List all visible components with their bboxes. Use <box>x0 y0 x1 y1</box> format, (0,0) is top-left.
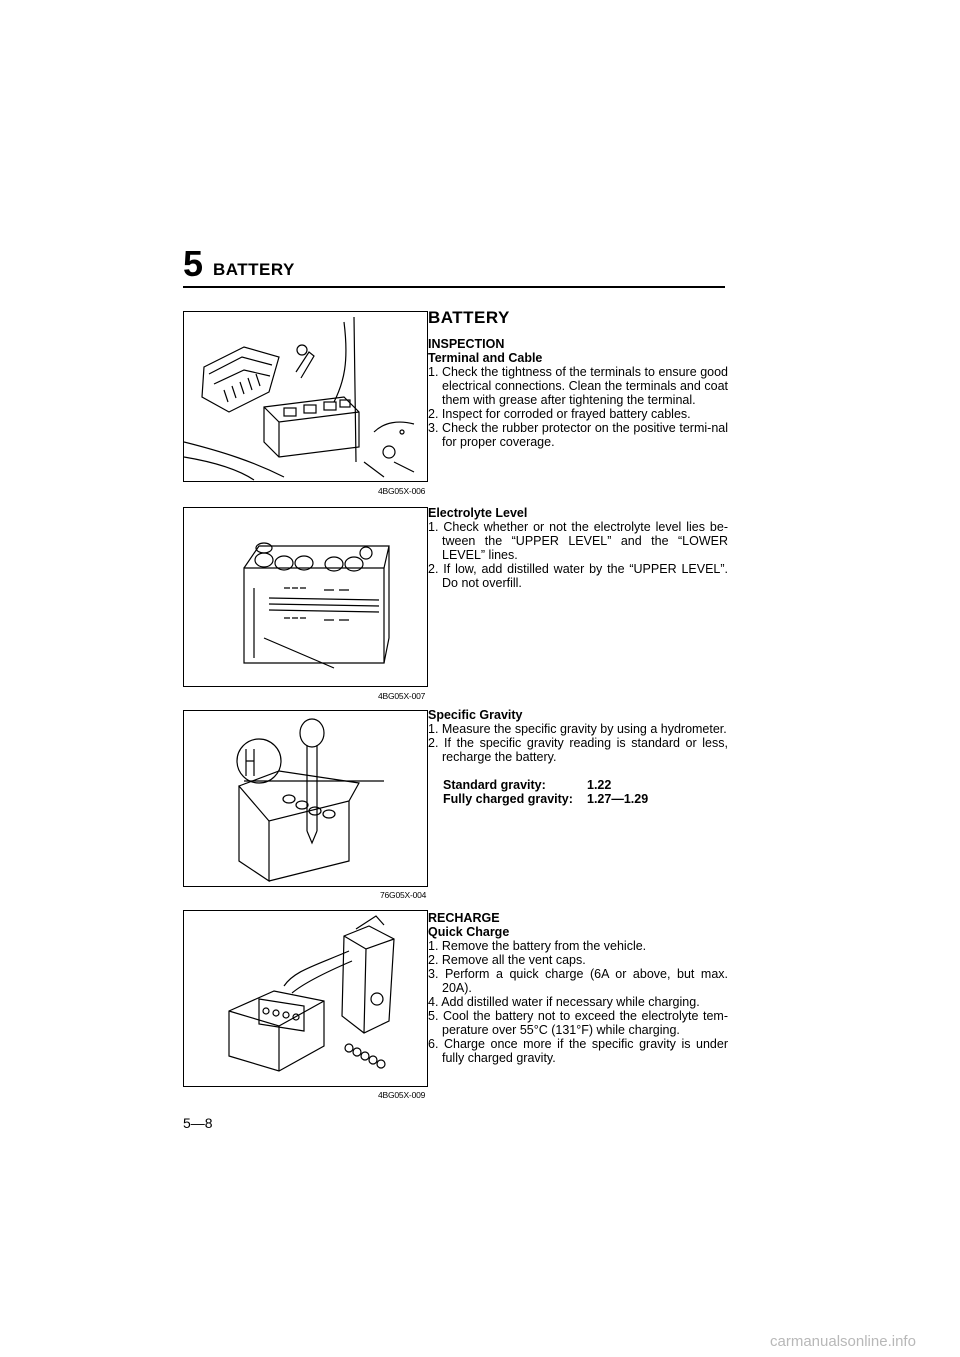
engine-bay-battery-icon <box>184 312 427 481</box>
list-item: 1. Remove the battery from the vehicle. <box>428 939 647 953</box>
figure-code: 4BG05X-009 <box>378 1090 426 1100</box>
chapter-title: BATTERY <box>213 260 295 279</box>
figure-code: 4BG05X-006 <box>378 486 426 496</box>
spec-row <box>443 778 728 792</box>
section-subtitle: Electrolyte Level <box>428 506 528 520</box>
figure-code: 76G05X-004 <box>380 890 427 900</box>
spec-table <box>443 778 728 806</box>
spec-label: Fully charged gravity: <box>443 792 573 806</box>
list-item: 2. Remove all the vent caps. <box>428 953 586 967</box>
figure-engine-bay <box>183 311 428 482</box>
section-title: BATTERY <box>428 308 510 327</box>
list-item: 1. Measure the specific gravity by using a hydrometer. <box>428 722 727 736</box>
section-battery <box>428 308 728 449</box>
page-header <box>183 243 725 290</box>
list-item: 1. Check the tightness of the terminals to ensure good electrical connections. Clean the terminals and coat them with grease after tightening the terminal. <box>428 365 728 407</box>
section-subtitle: RECHARGE <box>428 911 500 925</box>
list-item: 3. Check the rubber protector on the positive termi-nal for proper coverage. <box>428 421 728 449</box>
list-item: 2. If the specific gravity reading is standard or less, recharge the battery. <box>428 736 728 764</box>
list-item: 2. If low, add distilled water by the “UPPER LEVEL”. Do not overfill. <box>428 562 728 590</box>
section-electrolyte-level <box>428 506 728 590</box>
watermark: carmanualsonline.info <box>770 1333 916 1350</box>
list-item: 5. Cool the battery not to exceed the electrolyte tem-perature over 55°C (131°F) while charging. <box>428 1009 728 1037</box>
spec-value: 1.27—1.29 <box>587 792 649 806</box>
list-item: 3. Perform a quick charge (6A or above, but max. 20A). <box>428 967 728 995</box>
page-number: 5—8 <box>183 1115 213 1131</box>
section-subtitle: Terminal and Cable <box>428 351 543 365</box>
section-specific-gravity <box>428 708 728 806</box>
section-subtitle: Quick Charge <box>428 925 510 939</box>
list-item: 2. Inspect for corroded or frayed battery cables. <box>428 407 691 421</box>
section-subtitle: Specific Gravity <box>428 708 523 722</box>
figure-hydrometer <box>183 710 428 887</box>
list-item: 4. Add distilled water if necessary while charging. <box>428 995 700 1009</box>
figure-code: 4BG05X-007 <box>378 691 426 701</box>
hydrometer-icon <box>184 711 427 886</box>
battery-level-lines-icon <box>184 508 427 686</box>
spec-label: Standard gravity: <box>443 778 546 792</box>
list-item: 6. Charge once more if the specific gravity is under fully charged gravity. <box>428 1037 728 1065</box>
spec-value: 1.22 <box>587 778 612 792</box>
header-rule <box>183 286 725 288</box>
battery-charger-icon <box>184 911 427 1086</box>
section-subtitle: INSPECTION <box>428 337 505 351</box>
spec-row <box>443 792 728 806</box>
figure-electrolyte-level <box>183 507 428 687</box>
section-recharge <box>428 911 728 1065</box>
chapter-number: 5 <box>183 243 204 284</box>
list-item: 1. Check whether or not the electrolyte level lies be-tween the “UPPER LEVEL” and the “LOWER LEVEL” lines. <box>428 520 728 562</box>
figure-charger <box>183 910 428 1087</box>
